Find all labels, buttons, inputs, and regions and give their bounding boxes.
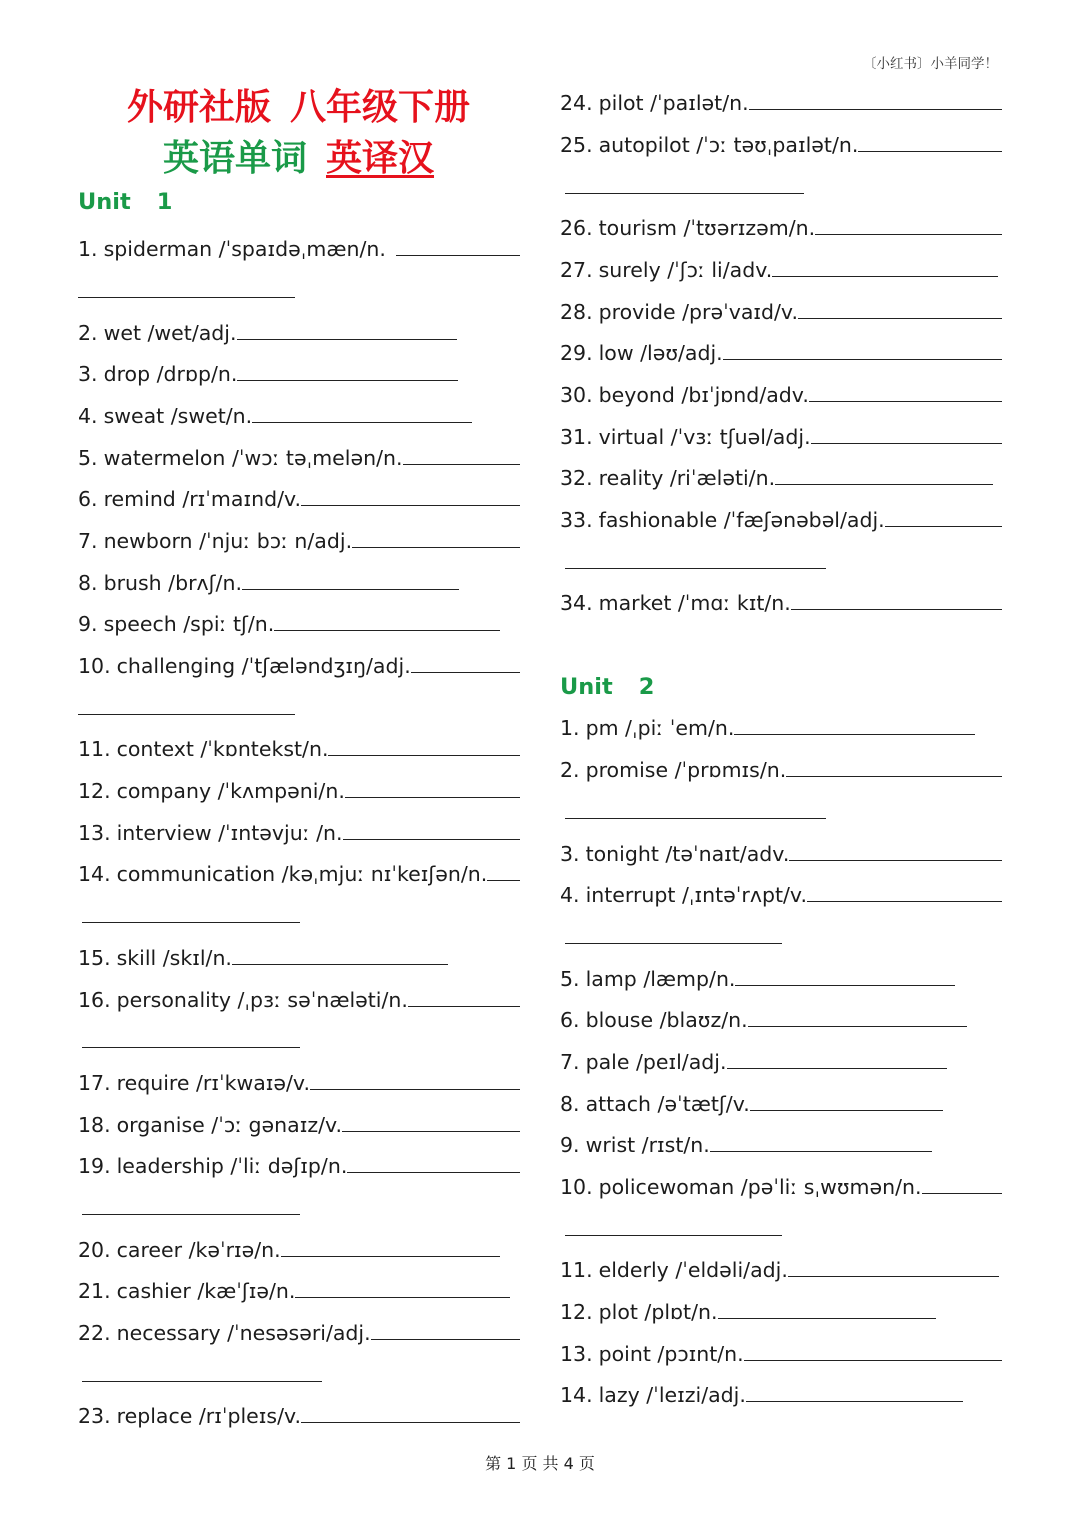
item-number: 5. bbox=[560, 966, 580, 991]
item-term: attach /əˈtætʃ/v. bbox=[585, 1091, 750, 1116]
answer-blank bbox=[746, 1401, 963, 1402]
vocab-item bbox=[78, 980, 520, 1022]
answer-blank bbox=[342, 1131, 520, 1132]
item-term: elderly /ˈeldəli/adj. bbox=[598, 1258, 788, 1283]
item-term: spiderman /ˈspaɪdəˌmæn/n. bbox=[103, 237, 386, 262]
item-number: 6. bbox=[560, 1008, 580, 1033]
item-term: pilot /ˈpaɪlət/n. bbox=[598, 91, 749, 116]
item-number: 9. bbox=[560, 1133, 580, 1158]
item-number: 20. bbox=[78, 1237, 111, 1262]
answer-blank bbox=[343, 839, 520, 840]
vocab-item bbox=[78, 1396, 520, 1438]
answer-blank bbox=[727, 1068, 948, 1069]
answer-blank bbox=[798, 318, 1002, 319]
item-term: virtual /ˈvɜː tʃuəl/adj. bbox=[598, 424, 811, 449]
item-term: pale /peɪl/adj. bbox=[585, 1049, 727, 1074]
vocab-item bbox=[560, 1334, 1002, 1376]
item-number: 32. bbox=[560, 466, 593, 491]
vocab-item bbox=[560, 1375, 963, 1417]
answer-blank-line bbox=[565, 568, 826, 569]
vocab-item bbox=[78, 646, 520, 688]
item-number: 28. bbox=[560, 299, 593, 324]
item-term: speech /spiː tʃ/n. bbox=[103, 612, 275, 637]
answer-blank bbox=[811, 443, 1002, 444]
item-term: wrist /rɪst/n. bbox=[585, 1133, 710, 1158]
answer-blank-continuation bbox=[78, 1355, 520, 1397]
answer-blank bbox=[237, 380, 458, 381]
item-term: point /pɔɪnt/n. bbox=[598, 1341, 744, 1366]
item-number: 22. bbox=[78, 1321, 111, 1346]
answer-blank-continuation bbox=[78, 896, 520, 938]
vocab-item bbox=[560, 1000, 967, 1042]
item-term: drop /drɒp/n. bbox=[103, 362, 238, 387]
vocab-item bbox=[78, 854, 520, 896]
unit-number: 1 bbox=[156, 189, 173, 216]
unit-heading bbox=[78, 182, 172, 224]
vocab-item bbox=[560, 875, 1002, 917]
item-term: tonight /təˈnaɪt/adv. bbox=[585, 841, 790, 866]
item-number: 26. bbox=[560, 216, 593, 241]
answer-blank-line bbox=[565, 943, 782, 944]
answer-blank-continuation bbox=[560, 542, 1002, 584]
item-number: 14. bbox=[78, 862, 111, 887]
vocab-item bbox=[78, 313, 457, 355]
mode-label: 英译汉 bbox=[326, 138, 435, 179]
answer-blank bbox=[815, 234, 1002, 235]
item-number: 8. bbox=[78, 570, 98, 595]
vocab-item bbox=[560, 1084, 943, 1126]
vocab-item bbox=[78, 479, 520, 521]
item-term: context /ˈkɒntekst/n. bbox=[116, 737, 329, 762]
title-line-1 bbox=[78, 82, 519, 133]
answer-blank bbox=[232, 964, 448, 965]
answer-blank-line bbox=[82, 1047, 300, 1048]
answer-blank bbox=[788, 1276, 999, 1277]
answer-blank-continuation bbox=[78, 1188, 520, 1230]
source-tag: 〔小红书〕小羊同学！ bbox=[863, 56, 998, 72]
vocab-item bbox=[78, 771, 520, 813]
item-number: 14. bbox=[560, 1383, 593, 1408]
item-number: 17. bbox=[78, 1070, 111, 1095]
item-term: tourism /ˈtʊərɪzəm/n. bbox=[598, 216, 816, 241]
item-term: necessary /ˈnesəsəri/adj. bbox=[116, 1321, 371, 1346]
vocab-item bbox=[78, 604, 500, 646]
answer-blank bbox=[301, 1422, 520, 1423]
item-term: replace /rɪˈpleɪs/v. bbox=[116, 1404, 302, 1429]
answer-blank bbox=[347, 1172, 520, 1173]
answer-blank bbox=[710, 1151, 932, 1152]
item-number: 27. bbox=[560, 257, 593, 282]
item-term: career /kəˈrɪə/n. bbox=[116, 1237, 281, 1262]
item-term: brush /brʌʃ/n. bbox=[103, 570, 242, 595]
answer-blank-continuation bbox=[78, 1021, 520, 1063]
answer-blank bbox=[734, 734, 975, 735]
item-number: 23. bbox=[78, 1404, 111, 1429]
edition-label: 外研社版 bbox=[126, 87, 271, 128]
vocab-item bbox=[560, 959, 955, 1001]
unit-label: Unit bbox=[78, 189, 131, 216]
item-term: communication /kəˌmjuː nɪˈkeɪʃən/n. bbox=[116, 862, 488, 887]
answer-blank bbox=[242, 589, 459, 590]
item-number: 19. bbox=[78, 1154, 111, 1179]
item-term: newborn /ˈnjuː bɔː n/adj. bbox=[103, 528, 353, 553]
grade-label: 八年级下册 bbox=[290, 87, 471, 128]
vocab-item bbox=[560, 333, 1002, 375]
answer-blank-continuation bbox=[78, 688, 520, 730]
vocab-item bbox=[560, 1125, 932, 1167]
worksheet-title bbox=[78, 82, 519, 184]
answer-blank bbox=[735, 985, 955, 986]
answer-blank bbox=[885, 526, 1002, 527]
item-term: lazy /ˈleɪzi/adj. bbox=[598, 1383, 746, 1408]
item-number: 13. bbox=[78, 820, 111, 845]
item-term: promise /ˈprɒmɪs/n. bbox=[585, 758, 787, 783]
answer-blank-line bbox=[565, 818, 826, 819]
vocab-item bbox=[78, 438, 520, 480]
subject-label: 英语单词 bbox=[162, 138, 307, 179]
item-number: 6. bbox=[78, 487, 98, 512]
item-number: 33. bbox=[560, 508, 593, 533]
vocab-item bbox=[78, 1271, 510, 1313]
item-term: lamp /læmp/n. bbox=[585, 966, 736, 991]
vocab-item bbox=[78, 1063, 520, 1105]
vocab-item bbox=[560, 1167, 1002, 1209]
item-term: low /ləʊ/adj. bbox=[598, 341, 723, 366]
item-number: 1. bbox=[560, 716, 580, 741]
vocab-item bbox=[560, 292, 1002, 334]
item-term: remind /rɪˈmaɪnd/v. bbox=[103, 487, 302, 512]
answer-blank bbox=[789, 860, 1002, 861]
vocab-item bbox=[78, 1230, 500, 1272]
vocab-item bbox=[560, 250, 998, 292]
answer-blank bbox=[408, 1006, 520, 1007]
vocab-item bbox=[78, 1313, 520, 1355]
item-term: reality /riˈæləti/n. bbox=[598, 466, 776, 491]
answer-blank-line bbox=[78, 714, 295, 715]
vocab-item bbox=[560, 417, 1002, 459]
spacer bbox=[560, 625, 1002, 667]
answer-blank bbox=[310, 1089, 520, 1090]
item-term: beyond /bɪˈjɒnd/adv. bbox=[598, 382, 809, 407]
answer-blank bbox=[252, 422, 472, 423]
item-term: interview /ˈɪntəvjuː /n. bbox=[116, 820, 343, 845]
vocab-item bbox=[78, 229, 520, 271]
item-number: 2. bbox=[78, 320, 98, 345]
vocab-item bbox=[78, 1105, 520, 1147]
answer-blank-continuation bbox=[560, 792, 1002, 834]
answer-blank bbox=[858, 151, 1002, 152]
answer-blank bbox=[281, 1256, 500, 1257]
item-term: fashionable /ˈfæʃənəbəl/adj. bbox=[598, 508, 885, 533]
item-number: 11. bbox=[560, 1258, 593, 1283]
answer-blank-continuation bbox=[560, 167, 1002, 209]
vocab-item bbox=[78, 521, 520, 563]
vocab-item bbox=[560, 83, 1002, 125]
item-term: market /ˈmɑː kɪt/n. bbox=[598, 591, 791, 616]
answer-blank-line bbox=[78, 297, 295, 298]
unit-heading bbox=[560, 667, 1002, 709]
item-number: 29. bbox=[560, 341, 593, 366]
answer-blank bbox=[371, 1339, 520, 1340]
vocab-item bbox=[78, 354, 458, 396]
item-number: 10. bbox=[78, 654, 111, 679]
vocab-item bbox=[560, 1250, 999, 1292]
item-number: 2. bbox=[560, 758, 580, 783]
answer-blank-line bbox=[82, 1214, 300, 1215]
answer-blank bbox=[744, 1360, 1002, 1361]
item-number: 3. bbox=[560, 841, 580, 866]
answer-blank-line bbox=[82, 922, 300, 923]
item-number: 13. bbox=[560, 1341, 593, 1366]
answer-blank bbox=[352, 547, 520, 548]
answer-blank bbox=[723, 359, 1002, 360]
item-number: 10. bbox=[560, 1175, 593, 1200]
item-number: 24. bbox=[560, 91, 593, 116]
answer-blank-continuation bbox=[560, 917, 1002, 959]
vocab-item bbox=[560, 375, 1002, 417]
item-term: leadership /ˈliː dəʃɪp/n. bbox=[116, 1154, 348, 1179]
answer-blank bbox=[396, 255, 520, 256]
vocab-item bbox=[560, 208, 1002, 250]
answer-blank bbox=[301, 505, 520, 506]
vocab-item bbox=[78, 396, 472, 438]
item-number: 12. bbox=[78, 779, 111, 804]
item-number: 8. bbox=[560, 1091, 580, 1116]
vocab-item bbox=[560, 583, 1002, 625]
item-term: challenging /ˈtʃæləndʒɪŋ/adj. bbox=[116, 654, 411, 679]
answer-blank bbox=[487, 880, 520, 881]
answer-blank bbox=[750, 1110, 943, 1111]
answer-blank bbox=[749, 109, 1002, 110]
item-term: plot /plɒt/n. bbox=[598, 1300, 718, 1325]
vocab-item bbox=[78, 729, 520, 771]
item-number: 7. bbox=[560, 1049, 580, 1074]
item-term: personality /ˌpɜː səˈnæləti/n. bbox=[116, 987, 408, 1012]
item-number: 4. bbox=[78, 403, 98, 428]
item-term: provide /prəˈvaɪd/v. bbox=[598, 299, 798, 324]
title-line-2 bbox=[78, 133, 519, 184]
item-number: 15. bbox=[78, 945, 111, 970]
item-number: 18. bbox=[78, 1112, 111, 1137]
answer-blank bbox=[718, 1318, 937, 1319]
unit-number: 2 bbox=[638, 673, 655, 700]
vocab-item bbox=[560, 708, 975, 750]
item-term: company /ˈkʌmpəni/n. bbox=[116, 779, 345, 804]
item-term: wet /wet/adj. bbox=[103, 320, 237, 345]
item-term: skill /skɪl/n. bbox=[116, 945, 232, 970]
right-column bbox=[560, 83, 1002, 1417]
answer-blank-continuation bbox=[560, 1209, 1002, 1251]
vocab-item bbox=[560, 834, 1002, 876]
answer-blank bbox=[807, 901, 1002, 902]
item-term: interrupt /ˌɪntəˈrʌpt/v. bbox=[585, 883, 807, 908]
answer-blank bbox=[345, 797, 520, 798]
vocab-item bbox=[560, 500, 1002, 542]
answer-blank bbox=[411, 672, 520, 673]
vocab-item bbox=[78, 813, 520, 855]
answer-blank bbox=[274, 630, 500, 631]
vocab-item bbox=[560, 1292, 936, 1334]
item-term: require /rɪˈkwaɪə/v. bbox=[116, 1070, 310, 1095]
answer-blank-line bbox=[565, 1235, 782, 1236]
item-number: 7. bbox=[78, 528, 98, 553]
item-number: 1. bbox=[78, 237, 98, 262]
item-term: sweat /swet/n. bbox=[103, 403, 253, 428]
item-number: 4. bbox=[560, 883, 580, 908]
item-term: cashier /kæˈʃɪə/n. bbox=[116, 1279, 296, 1304]
vocab-item bbox=[560, 458, 993, 500]
item-number: 9. bbox=[78, 612, 98, 637]
answer-blank bbox=[772, 276, 998, 277]
item-number: 30. bbox=[560, 382, 593, 407]
item-term: policewoman /pəˈliː sˌwʊmən/n. bbox=[598, 1175, 922, 1200]
answer-blank bbox=[791, 609, 1002, 610]
answer-blank bbox=[809, 401, 1002, 402]
item-term: blouse /blaʊz/n. bbox=[585, 1008, 748, 1033]
item-term: surely /ˈʃɔː li/adv. bbox=[598, 257, 773, 282]
answer-blank bbox=[748, 1026, 967, 1027]
answer-blank bbox=[237, 339, 457, 340]
page-footer: 第 1 页 共 4 页 bbox=[485, 1454, 595, 1473]
left-column bbox=[78, 229, 520, 1438]
item-number: 5. bbox=[78, 445, 98, 470]
item-number: 11. bbox=[78, 737, 111, 762]
item-number: 25. bbox=[560, 132, 593, 157]
unit-label: Unit bbox=[560, 673, 613, 700]
vocab-item bbox=[560, 125, 1002, 167]
item-number: 3. bbox=[78, 362, 98, 387]
item-number: 12. bbox=[560, 1300, 593, 1325]
item-term: organise /ˈɔː gənaɪz/v. bbox=[116, 1112, 343, 1137]
answer-blank-line bbox=[82, 1381, 322, 1382]
answer-blank bbox=[775, 484, 993, 485]
vocab-item bbox=[78, 563, 459, 605]
item-number: 31. bbox=[560, 424, 593, 449]
vocab-item bbox=[560, 1042, 947, 1084]
answer-blank bbox=[328, 755, 520, 756]
answer-blank bbox=[403, 464, 520, 465]
item-term: autopilot /ˈɔː təʊˌpaɪlət/n. bbox=[598, 132, 859, 157]
item-term: watermelon /ˈwɔː təˌmelən/n. bbox=[103, 445, 403, 470]
item-number: 34. bbox=[560, 591, 593, 616]
vocab-item bbox=[78, 1146, 520, 1188]
item-number: 21. bbox=[78, 1279, 111, 1304]
item-term: pm /ˌpiː ˈem/n. bbox=[585, 716, 735, 741]
answer-blank bbox=[786, 776, 1002, 777]
answer-blank bbox=[922, 1193, 1002, 1194]
item-number: 16. bbox=[78, 987, 111, 1012]
vocab-item bbox=[78, 938, 448, 980]
answer-blank bbox=[295, 1297, 510, 1298]
answer-blank-continuation bbox=[78, 271, 520, 313]
answer-blank-line bbox=[565, 193, 804, 194]
vocab-item bbox=[560, 750, 1002, 792]
